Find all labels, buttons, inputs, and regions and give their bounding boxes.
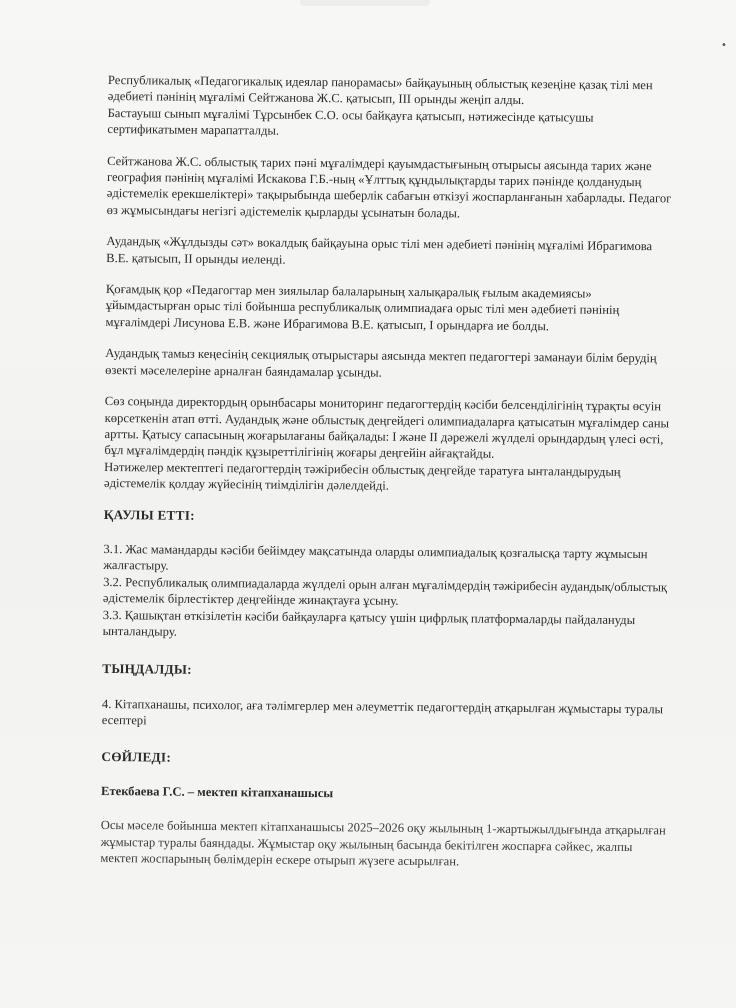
- paragraph-olympiad: Қоғамдық қор «Педагогтар мен зиялылар балаларының халықаралық ғылым академиясы» ұйымдастырған орыс тілі бойынша республикалық олимпиадаға орыс тілі мен әдебиеті пәнінің мұғалімдері Лисунова Е.В. және Ибрагимова В.Е. қатысып, I орындарға ие болды.: [105, 282, 620, 334]
- listened-item-4: 4. Кітапханашы, психолог, аға тәлімгерлер мен әлеуметтік педагогтердің атқарылған жұмыстары туралы есептері: [101, 696, 664, 728]
- speaker-name: Етекбаева Г.С. – мектеп кітапханашысы: [101, 783, 334, 801]
- document-body: [100, 72, 678, 887]
- paragraph-certificate: Бастауыш сынып мұғалімі Тұрсынбек С.О. осы байқауға қатысып, нәтижесінде қатысушы сертификатымен марапатталды.: [107, 105, 594, 138]
- paragraph-competition-result: Республикалық «Педагогикалық идеялар панорамасы» байқауының облыстық кезеңіне қазақ тілі мен әдебиеті пәнінің мұғалімі Сейтжанова Ж.С. қатысып, III орынды жеңіп алды.: [107, 72, 653, 108]
- paragraph-master-class: Сейтжанова Ж.С. облыстық тарих пәні мұғалімдері қауымдастығының отырысы аясында тарих және география пәнінің мұғалімі Искакова Г.Б.-ның «Ұлттық құндылықтарды тарих пәнінде қолданудың әдістемелік ерекшеліктері» тақырыбында шеберлік сабағын өткізуі жоспарланғанын хабарлады. Педагог өз жұмысындағы негізгі әдістемелік қырларды ұсынатын болады.: [106, 153, 672, 221]
- corner-dot-mark: •: [721, 40, 727, 51]
- decision-item-3-1: 3.1. Жас мамандарды кәсіби бейімдеу мақсатында оларды олимпиадалық қозғалысқа тарту жұмысын жалғастыру.: [103, 541, 648, 573]
- paragraph-conclusion: Нәтижелер мектептегі педагогтердің тәжірибесін облыстық деңгейде таратуға ынталандырудың әдістемелік қолдау жүйесінің тиімділігін дәлелдейді.: [103, 459, 621, 493]
- section-heading-decided: ҚАУЛЫ ЕТТІ:: [103, 506, 195, 523]
- speaker-report-text: Осы мәселе бойынша мектеп кітапханашысы 2025–2026 оқу жылының 1-жартыжылдығында атқарылған жұмыстар туралы баяндады. Жұмыстар оқу жылының басында бекітілген жоспарға сәйкес, жалпы мектеп жоспарының бөлімдерін ескере отырып жүзеге асырылған.: [100, 818, 666, 869]
- section-heading-listened: ТЫҢДАЛДЫ:: [102, 661, 192, 678]
- decision-item-3-3: 3.3. Қашықтан өткізілетін кәсіби байқауларға қатысу үшін цифрлық платформаларды пайдалануды ынталандыру.: [102, 607, 636, 639]
- header-faded-strip: [300, 0, 430, 6]
- section-heading-spoke: СӨЙЛЕДІ:: [101, 748, 172, 765]
- paragraph-vocal-contest: Аудандық «Жұлдызды сәт» вокалдық байқауына орыс тілі мен әдебиеті пәнінің мұғалімі Ибрагимова В.Е. қатысып, II орынды иеленді.: [106, 234, 653, 267]
- decision-item-3-2: 3.2. Республикалық олимпиадаларда жүлделі орын алған мұғалімдердің тәжірибесін аудандық/облыстық әдістемелік бірлестіктер деңгейінде жинақтауға ұсыну.: [102, 574, 668, 608]
- paragraph-summary: Сөз соңында директордың орынбасары мониторинг педагогтердің кәсіби белсенділігінің тұрақты өсуін көрсеткенін атап өтті. Аудандық және облыстық деңгейдегі олимпиадаларға қатысатын мұғалімдер саны артты. Қатысу сапасының жоғарылағаны байқалады: I және II дәрежелі жүлделі орындардың үлесі өсті, бұл мұғалімдердің пәндік құзыреттілігінің жоғары деңгейін айғақтайды.: [104, 394, 670, 462]
- paragraph-august-council: Аудандық тамыз кеңесінің секциялық отырыстары аясында мектеп педагогтері заманауи білім берудің өзекті мәселелеріне арналған баяндамалар ұсынды.: [105, 346, 657, 380]
